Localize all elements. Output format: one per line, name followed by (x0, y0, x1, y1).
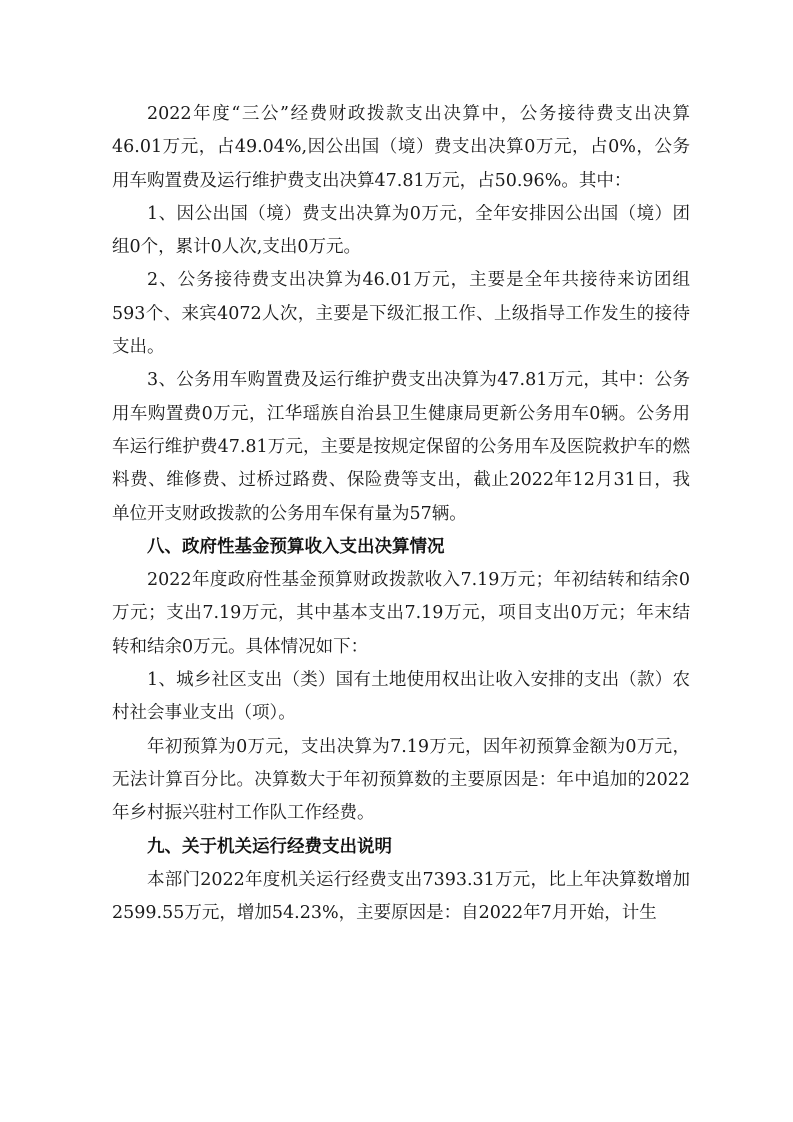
paragraph-sangong-summary: 2022年度“三公”经费财政拨款支出决算中，公务接待费支出决算46.01万元，占49.04%,因公出国（境）费支出决算0万元，占0%，公务用车购置费及运行维护费支出决算47.81万元，占50.96%。其中： (112, 104, 690, 191)
paragraph-fund-summary: 2022年度政府性基金预算财政拨款收入7.19万元；年初结转和结余0万元；支出7.19万元，其中基本支出7.19万元，项目支出0万元；年末结转和结余0万元。具体情况如下： (112, 570, 690, 657)
paragraph-vehicle-expense: 3、公务用车购置费及运行维护费支出决算为47.81万元，其中：公务用车购置费0万元，江华瑶族自治县卫生健康局更新公务用车0辆。公务用车运行维护费47.81万元，主要是按规定保留的公务用车及医院救护车的燃料费、维修费、过桥过路费、保险费等支出，截止2022年12月31日，我单位开支财政拨款的公务用车保有量为57辆。 (112, 370, 690, 524)
paragraph-fund-budget-note: 年初预算为0万元，支出决算为7.19万元，因年初预算金额为0万元，无法计算百分比。决算数大于年初预算数的主要原因是：年中追加的2022年乡村振兴驻村工作队工作经费。 (112, 736, 690, 824)
paragraph-reception-expense: 2、公务接待费支出决算为46.01万元，主要是全年共接待来访团组593个、来宾4072人次，主要是下级汇报工作、上级指导工作发生的接待支出。 (112, 270, 690, 358)
paragraph-overseas-expense: 1、因公出国（境）费支出决算为0万元，全年安排因公出国（境）团组0个，累计0人次,支出0万元。 (112, 203, 690, 258)
paragraph-fund-item: 1、城乡社区支出（类）国有土地使用权出让收入安排的支出（款）农村社会事业支出（项）。 (112, 670, 690, 724)
section-heading-operating-expense: 九、关于机关运行经费支出说明 (147, 836, 392, 857)
section-heading-government-fund: 八、政府性基金预算收入支出决算情况 (147, 536, 445, 557)
document-body (112, 98, 690, 930)
paragraph-operating-expense: 本部门2022年度机关运行经费支出7393.31万元，比上年决算数增加2599.55万元，增加54.23%，主要原因是：自2022年7月开始，计生 (112, 869, 690, 924)
